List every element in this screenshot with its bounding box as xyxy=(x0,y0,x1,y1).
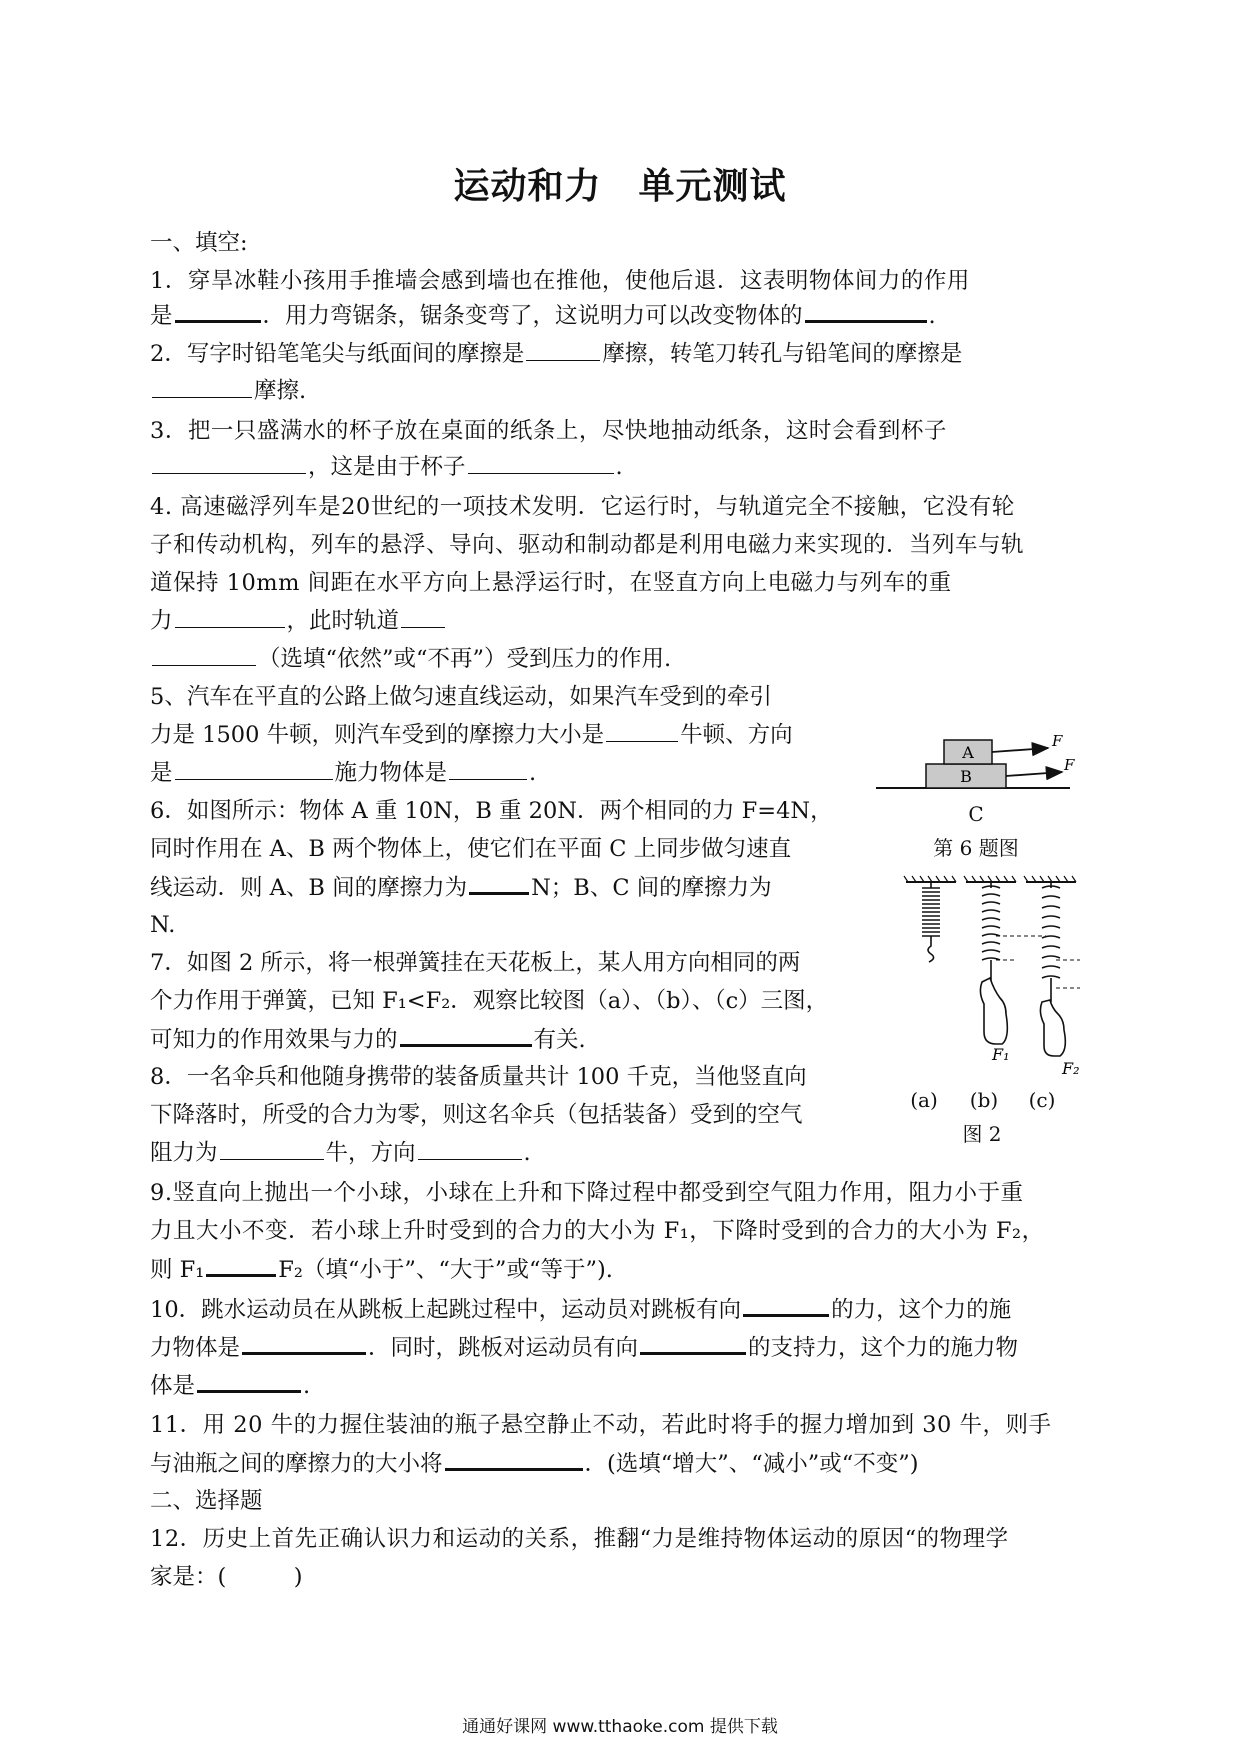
figure-6-caption: 第 6 题图 xyxy=(933,836,1019,860)
q9-text-a: 则 F₁ xyxy=(150,1257,205,1283)
spring-a xyxy=(922,882,940,936)
q10-text-f: 体是 xyxy=(150,1373,196,1399)
question-3-line-2 xyxy=(150,452,623,482)
spring-a-hook xyxy=(928,936,934,962)
answer-blank[interactable] xyxy=(242,1332,366,1355)
force-arrow-a xyxy=(992,748,1048,752)
answer-blank[interactable] xyxy=(175,607,285,628)
hand-b xyxy=(980,978,1007,1044)
question-7-line-1: 7．如图 2 所示，将一根弹簧挂在天花板上，某人用方向相同的两 xyxy=(150,950,801,976)
q2-text-a: 2．写字时铅笔笔尖与纸面间的摩擦是 xyxy=(150,341,525,367)
q5-text-b: 牛顿、方向 xyxy=(680,722,793,748)
question-4-line-1: 4. 高速磁浮列车是20世纪的一项技术发明．它运行时，与轨道完全不接触，它没有轮 xyxy=(150,494,1015,520)
q5-text-a: 力是 1500 牛顿，则汽车受到的摩擦力大小是 xyxy=(150,722,605,748)
question-12-line-2: 家是：( ) xyxy=(150,1564,303,1590)
spring-c xyxy=(1042,882,1060,978)
answer-blank[interactable] xyxy=(418,1139,522,1160)
answer-blank[interactable] xyxy=(152,377,252,398)
force-label-b: F xyxy=(1064,756,1075,774)
answer-blank[interactable] xyxy=(606,721,678,742)
q7-text-b: 有关. xyxy=(533,1027,586,1053)
page-footer: 通通好课网 www.tthaoke.com 提供下载 xyxy=(462,1717,778,1737)
question-3-line-1: 3．把一只盛满水的杯子放在桌面的纸条上，尽快地抽动纸条，这时会看到杯子 xyxy=(150,418,947,444)
force-arrow-b xyxy=(1006,772,1062,776)
answer-blank[interactable] xyxy=(400,1024,532,1047)
force-f1-label: F₁ xyxy=(992,1045,1010,1064)
question-7-line-3 xyxy=(150,1024,586,1055)
block-a-label: A xyxy=(962,743,974,762)
figure-6-surface-label: C xyxy=(968,802,984,826)
question-5-line-3 xyxy=(150,758,536,788)
question-2-line-2 xyxy=(150,376,306,406)
question-10-line-3 xyxy=(150,1370,310,1401)
answer-blank[interactable] xyxy=(152,453,306,474)
answer-blank[interactable] xyxy=(175,300,261,323)
question-4-line-5 xyxy=(150,644,671,674)
question-2-line-1 xyxy=(150,339,962,369)
q10-text-g: . xyxy=(303,1373,311,1399)
figure-2-sub-c: (c) xyxy=(1028,1088,1056,1112)
q8-text-b: 牛，方向 xyxy=(325,1140,416,1166)
q2-text-c: 摩擦. xyxy=(254,378,307,404)
question-11-line-1: 11．用 20 牛的力握住装油的瓶子悬空静止不动，若此时将手的握力增加到 30 牛，则手 xyxy=(150,1412,1052,1438)
question-1-line-1: 1．穿旱冰鞋小孩用手推墙会感到墙也在推他，使他后退．这表明物体间力的作用 xyxy=(150,268,970,294)
q2-text-b: 摩擦，转笔刀转孔与铅笔间的摩擦是 xyxy=(602,341,963,367)
q11-text-b: ．(选填“增大”、“减小”或“不变”) xyxy=(584,1451,919,1477)
figure-2-springs-diagram xyxy=(896,874,1084,1074)
answer-blank[interactable] xyxy=(197,1370,301,1393)
q5-text-d: 施力物体是 xyxy=(334,760,448,786)
answer-blank[interactable] xyxy=(152,645,256,666)
q7-text-a: 可知力的作用效果与力的 xyxy=(150,1027,398,1053)
answer-blank[interactable] xyxy=(445,1448,583,1471)
question-11-line-2 xyxy=(150,1448,919,1479)
force-f2-label: F₂ xyxy=(1062,1059,1080,1074)
section-heading-fill: 一、填空: xyxy=(150,230,248,256)
question-5-line-2 xyxy=(150,720,793,750)
q8-text-a: 阻力为 xyxy=(150,1140,218,1166)
question-6-line-4: N. xyxy=(150,912,176,938)
q6-text-b: N；B、C 间的摩擦力为 xyxy=(531,875,772,901)
question-5-line-1: 5、汽车在平直的公路上做匀速直线运动，如果汽车受到的牵引 xyxy=(150,684,772,710)
q9-text-b: F₂（填“小于”、“大于”或“等于”). xyxy=(278,1257,613,1283)
q10-text-d: ．同时，跳板对运动员有向 xyxy=(368,1335,639,1361)
q5-text-c: 是 xyxy=(150,760,173,786)
answer-blank[interactable] xyxy=(401,607,445,628)
q5-text-e: . xyxy=(529,760,537,786)
q3-text-b: ，这是由于杯子 xyxy=(308,454,466,480)
answer-blank[interactable] xyxy=(743,1294,829,1317)
q1-text-b: ．用力弯锯条，锯条变弯了，这说明力可以改变物体的 xyxy=(262,303,803,329)
q1-text-a: 是 xyxy=(150,303,173,329)
answer-blank[interactable] xyxy=(526,340,600,361)
question-9-line-1: 9.竖直向上抛出一个小球，小球在上升和下降过程中都受到空气阻力作用，阻力小于重 xyxy=(150,1180,1024,1206)
answer-blank[interactable] xyxy=(468,453,614,474)
question-4-line-2: 子和传动机构，列车的悬浮、导向、驱动和制动都是利用电磁力来实现的．当列车与轨 xyxy=(150,532,1025,558)
question-12-line-1: 12．历史上首先正确认识力和运动的关系，推翻“力是维持物体运动的原因“的物理学 xyxy=(150,1526,1009,1552)
question-10-line-2 xyxy=(150,1332,1018,1363)
q4-text-b: ，此时轨道 xyxy=(286,608,400,634)
figure-2-sub-a: (a) xyxy=(910,1088,938,1112)
question-10-line-1 xyxy=(150,1294,1011,1325)
question-4-line-3: 道保持 10mm 间距在水平方向上悬浮运行时，在竖直方向上电磁力与列车的重 xyxy=(150,570,952,596)
block-b-label: B xyxy=(960,767,972,786)
hand-c xyxy=(1040,1000,1065,1056)
section-heading-choice: 二、选择题 xyxy=(150,1488,263,1514)
question-8-line-3 xyxy=(150,1138,531,1168)
q1-text-c: . xyxy=(928,303,936,329)
question-6-line-3 xyxy=(150,872,772,903)
question-1-line-2 xyxy=(150,300,936,331)
question-8-line-1: 8．一名伞兵和他随身携带的装备质量共计 100 千克，当他竖直向 xyxy=(150,1064,807,1090)
question-9-line-3 xyxy=(150,1254,613,1285)
page-title: 运动和力 单元测试 xyxy=(453,166,787,207)
force-label-a: F xyxy=(1052,732,1063,750)
question-9-line-2: 力且大小不变．若小球上升时受到的合力的大小为 F₁，下降时受到的合力的大小为 F₂， xyxy=(150,1218,1045,1244)
q4-text-c: （选填“依然”或“不再”）受到压力的作用. xyxy=(258,646,672,672)
answer-blank[interactable] xyxy=(469,872,529,895)
answer-blank[interactable] xyxy=(640,1332,746,1355)
answer-blank[interactable] xyxy=(175,759,333,780)
q8-text-c: . xyxy=(523,1140,531,1166)
figure-2-sub-b: (b) xyxy=(969,1088,999,1112)
answer-blank[interactable] xyxy=(206,1254,276,1277)
q10-text-c: 力物体是 xyxy=(150,1335,241,1361)
answer-blank[interactable] xyxy=(220,1139,324,1160)
question-4-line-4 xyxy=(150,606,447,636)
question-7-line-2: 个力作用于弹簧，已知 F₁<F₂．观察比较图（a）、（b）、（c）三图， xyxy=(150,988,829,1014)
q10-text-e: 的支持力，这个力的施力物 xyxy=(748,1335,1019,1361)
q6-text-a: 线运动．则 A、B 间的摩擦力为 xyxy=(150,875,468,901)
figure-2-caption: 图 2 xyxy=(962,1122,1002,1146)
q4-text-a: 力 xyxy=(150,608,173,634)
question-6-line-2: 同时作用在 A、B 两个物体上，使它们在平面 C 上同步做匀速直 xyxy=(150,836,792,862)
question-6-line-1: 6．如图所示：物体 A 重 10N，B 重 20N．两个相同的力 F=4N， xyxy=(150,798,833,824)
q3-text-c: . xyxy=(615,454,623,480)
spring-b xyxy=(982,882,1000,960)
answer-blank[interactable] xyxy=(805,300,927,323)
answer-blank[interactable] xyxy=(449,759,527,780)
q10-text-b: 的力，这个力的施 xyxy=(831,1297,1012,1323)
q11-text-a: 与油瓶之间的摩擦力的大小将 xyxy=(150,1451,443,1477)
q10-text-a: 10．跳水运动员在从跳板上起跳过程中，运动员对跳板有向 xyxy=(150,1297,742,1323)
question-8-line-2: 下降落时，所受的合力为零，则这名伞兵（包括装备）受到的空气 xyxy=(150,1102,803,1128)
